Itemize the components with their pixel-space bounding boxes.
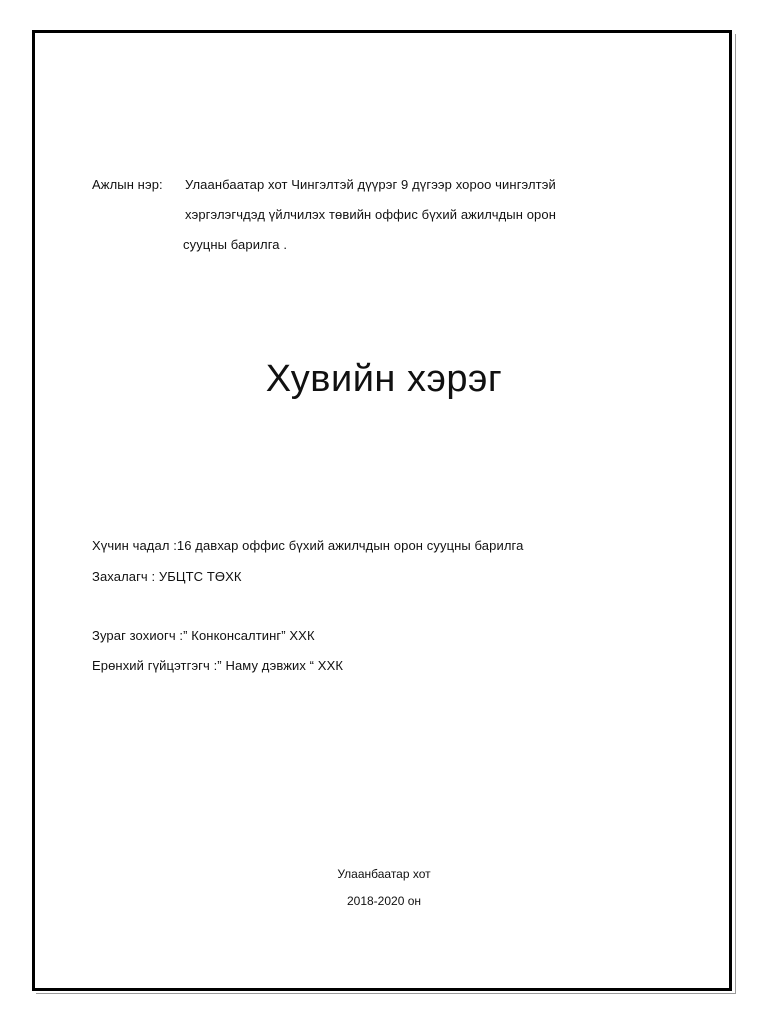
page-border-shadow-right xyxy=(735,34,736,994)
page-border xyxy=(32,30,732,991)
footer-years: 2018-2020 он xyxy=(346,894,422,908)
project-name-line-2: хэргэлэгчдэд үйлчилэх төвийн оффис бүхий ажилчдын орон xyxy=(185,207,556,222)
capacity-line: Хүчин чадал :16 давхар оффис бүхий ажилчдын орон сууцны барилга xyxy=(92,538,524,553)
document-title: Хувийн хэрэг xyxy=(265,358,503,400)
project-label: Ажлын нэр: xyxy=(92,177,163,192)
client-line: Захалагч : УБЦТС ТӨХК xyxy=(92,569,242,584)
footer-city: Улаанбаатар хот xyxy=(337,867,431,881)
project-name-line-3: сууцны барилга . xyxy=(183,237,288,252)
contractor-line: Ерөнхий гүйцэтгэгч :” Наму дэвжих “ ХХК xyxy=(92,658,344,673)
project-name-line-1: Улаанбаатар хот Чингэлтэй дүүрэг 9 дүгээр хороо чингэлтэй xyxy=(185,177,556,192)
designer-line: Зураг зохиогч :” Конконсалтинг” ХХК xyxy=(92,628,315,643)
page-border-shadow-bottom xyxy=(36,993,736,994)
